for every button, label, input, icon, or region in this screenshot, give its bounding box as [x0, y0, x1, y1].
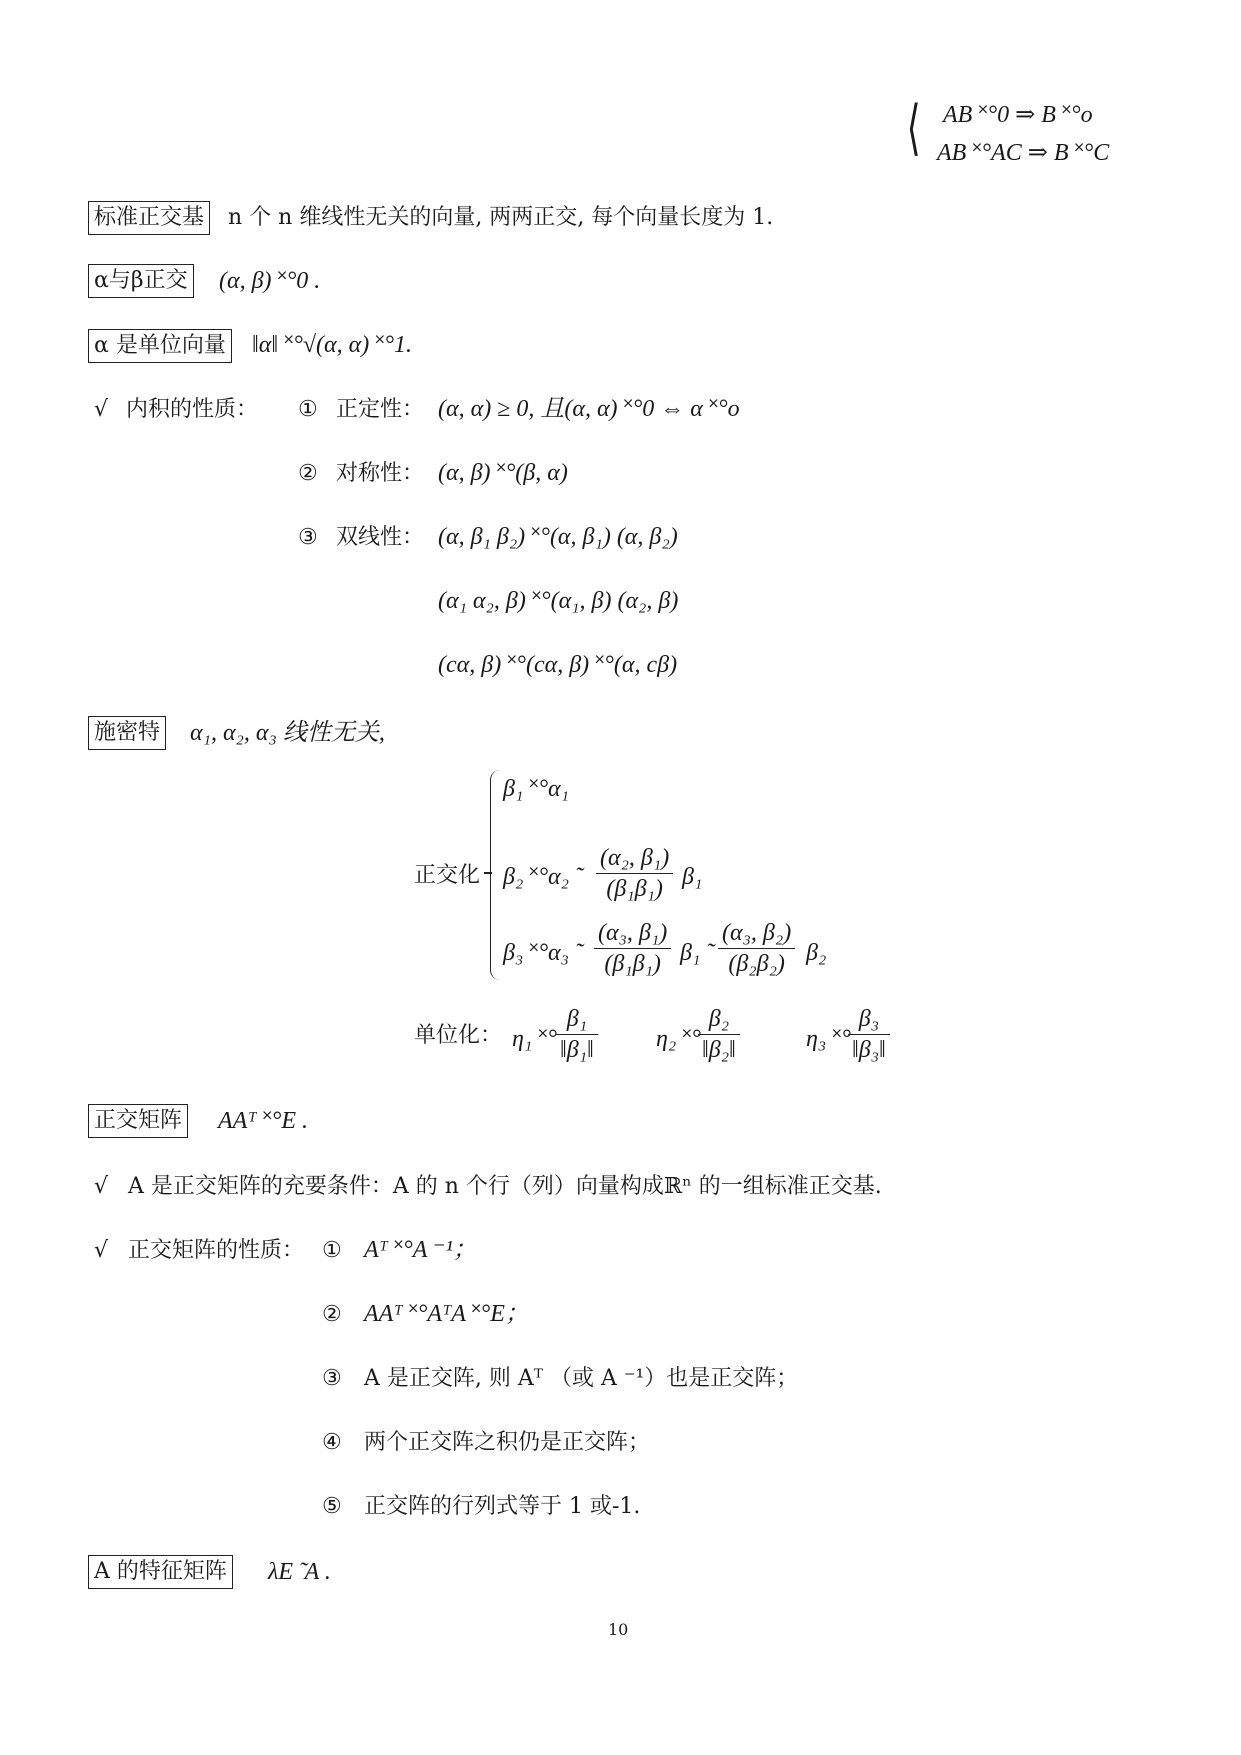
matrix-property-number-1: ① [322, 1238, 342, 1263]
top-formula-2: AB ˟°AC ⇒ B ˟°C [937, 140, 1110, 166]
matrix-property-number-3: ③ [322, 1366, 342, 1391]
page-number: 10 [608, 1620, 629, 1639]
beta2-lhs: β₂ ˟°α₂ ˜ [503, 864, 583, 890]
positive-definite-formula: (α, α) ≥ 0, 且(α, α) ˟°0 ⇔ α ˟°o [438, 396, 740, 422]
left-brace: ⟨ [906, 93, 921, 163]
big-left-brace [490, 770, 501, 980]
matrix-property-number-4: ④ [322, 1430, 342, 1455]
orthogonal-matrix-formula: AAᵀ ˟°E . [218, 1108, 309, 1134]
check-mark: √ [94, 1238, 109, 1263]
matrix-property-3: A 是正交阵, 则 Aᵀ （或 A ⁻¹）也是正交阵； [364, 1366, 799, 1391]
unit-vector-formula: ‖α‖ ˟°√(α, α) ˟°1. [252, 332, 412, 358]
bilinear-formula-2: (α₁ α₂, β) ˟°(α₁, β) (α₂, β) [438, 588, 679, 614]
eta3-denominator: ‖β₃‖ [852, 1037, 886, 1063]
eta3-fraction [848, 1004, 890, 1065]
beta2-fraction [596, 843, 673, 904]
eta1-numerator: β₁ [556, 1004, 598, 1035]
orthogonal-matrix-label: 正交矩阵 [88, 1104, 188, 1138]
orthogonalization-label: 正交化 [414, 863, 481, 888]
beta3-fraction-1 [594, 918, 671, 979]
schmidt-text: α₁, α₂, α₃ 线性无关, [190, 720, 385, 746]
orthogonal-formula: (α, β) ˟°0 . [219, 268, 321, 294]
eta2-numerator: β₂ [698, 1004, 740, 1035]
eta3-lhs: η₃ ˟° [806, 1026, 852, 1052]
beta2-denominator: (β₁β₁) [606, 876, 663, 902]
positive-definite-label: 正定性： [336, 397, 425, 422]
matrix-property-number-5: ⑤ [322, 1494, 342, 1519]
orthonormal-basis-text: n 个 n 维线性无关的向量, 两两正交, 每个向量长度为 1. [228, 205, 774, 230]
beta3-fraction-2 [718, 918, 795, 979]
orthonormal-basis-label: 标准正交基 [88, 201, 210, 235]
beta3-numerator-1: (α₃, β₁) [594, 918, 671, 949]
beta3-lhs: β₃ ˟°α₃ ˜ [503, 940, 583, 966]
matrix-properties-heading: 正交矩阵的性质： [128, 1238, 305, 1263]
eta3-numerator: β₃ [848, 1004, 890, 1035]
symmetry-label: 对称性： [336, 461, 425, 486]
characteristic-matrix-formula: λE ̃ A . [268, 1559, 331, 1585]
eta2-fraction [698, 1004, 740, 1065]
beta3-mid: β₁ ˜ [680, 940, 715, 966]
property-number-2: ② [298, 461, 318, 486]
orthogonal-condition-text: A 是正交矩阵的充要条件：A 的 n 个行（列）向量构成ℝⁿ 的一组标准正交基. [128, 1174, 882, 1199]
matrix-property-4: 两个正交阵之积仍是正交阵； [364, 1430, 651, 1455]
matrix-property-number-2: ② [322, 1302, 342, 1327]
property-number-3: ③ [298, 525, 318, 550]
beta3-denominator-1: (β₁β₁) [604, 951, 661, 977]
unit-vector-label: α 是单位向量 [88, 329, 232, 363]
eta1-denominator: ‖β₁‖ [560, 1037, 594, 1063]
normalization-label: 单位化： [414, 1023, 503, 1048]
schmidt-label: 施密特 [88, 716, 166, 750]
bilinear-formula-3: (cα, β) ˟°(cα, β) ˟°(α, cβ) [438, 652, 678, 678]
orthogonal-label: α与β正交 [88, 264, 194, 298]
beta1-formula: β₁ ˟°α₁ [503, 776, 569, 802]
characteristic-matrix-label: A 的特征矩阵 [88, 1555, 233, 1589]
beta3-tail: β₂ [806, 940, 827, 966]
bilinear-label: 双线性： [336, 525, 425, 550]
beta2-tail: β₁ [682, 864, 703, 890]
beta3-denominator-2: (β₂β₂) [728, 951, 785, 977]
eta1-lhs: η₁ ˟° [512, 1026, 558, 1052]
eta2-lhs: η₂ ˟° [656, 1026, 702, 1052]
beta3-numerator-2: (α₃, β₂) [718, 918, 795, 949]
top-formula-1: AB ˟°0 ⇒ B ˟°o [943, 102, 1093, 128]
check-mark: √ [94, 1174, 109, 1199]
bilinear-formula-1: (α, β₁ β₂) ˟°(α, β₁) (α, β₂) [438, 524, 678, 550]
symmetry-formula: (α, β) ˟°(β, α) [438, 460, 568, 486]
property-number-1: ① [298, 397, 318, 422]
beta2-numerator: (α₂, β₁) [596, 843, 673, 874]
big-left-brace-tip [484, 872, 492, 874]
inner-product-heading: 内积的性质： [126, 397, 259, 422]
eta2-denominator: ‖β₂‖ [702, 1037, 736, 1063]
eta1-fraction [556, 1004, 598, 1065]
check-mark: √ [94, 397, 109, 422]
matrix-property-2: AAᵀ ˟°AᵀA ˟°E； [364, 1301, 529, 1327]
matrix-property-5: 正交阵的行列式等于 1 或-1. [364, 1494, 641, 1519]
matrix-property-1: Aᵀ ˟°A ⁻¹； [364, 1237, 477, 1263]
